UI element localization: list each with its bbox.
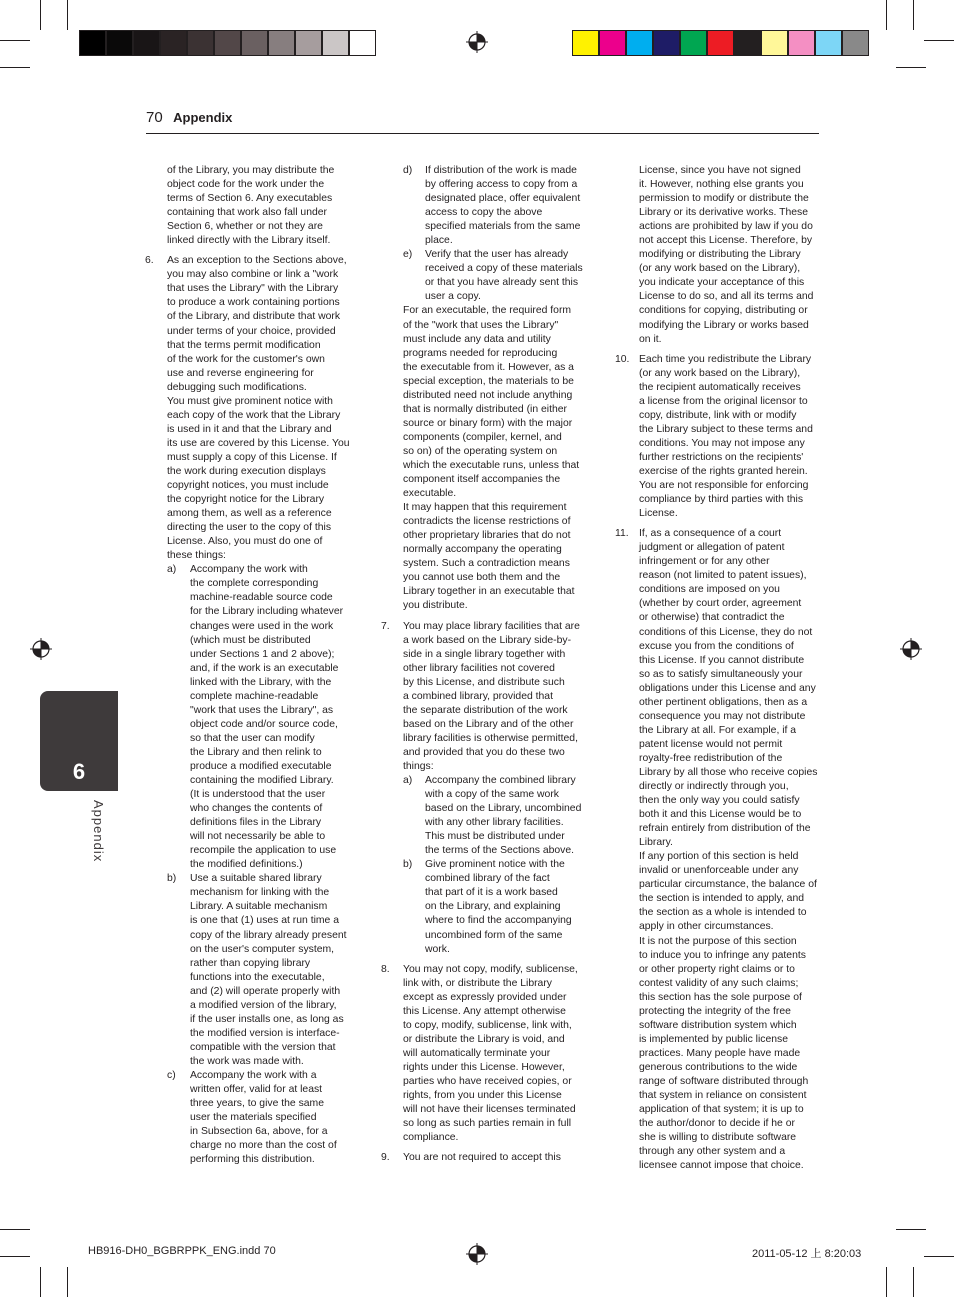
crop-mark: [896, 67, 926, 68]
item-text: Each time you redistribute the Library (or any work based on the Library), the recipient automatically receives a license from the original licensor to copy, distribute, link with or modify the Library subject to these terms and conditions. You may not impose any further restrictions on the recipients' exercise of the rights granted herein. You are not responsible for enforcing compliance by third parties with this License.: [639, 353, 813, 520]
crop-mark: [924, 40, 954, 41]
list-item: [615, 353, 825, 522]
crop-mark: [896, 1229, 926, 1230]
sub-item-label: b): [167, 873, 177, 885]
crop-mark: [913, 1267, 914, 1297]
paragraph: For an executable, the required form of the "work that uses the Library" must include any data and utility programs needed for reproducing the executable from it. However, as a special exception, the materials to be distributed need not include anything that is normally distributed (in either source or binary form) with the major components (compiler, kernel, and so on) of the operating system on which the executable runs, unless that component itself accompanies the executable. It may happen that this requirement contradicts the license restrictions of other proprietary libraries that do not normally accompany the operating system. Such a contradiction means you cannot use both them and the Library together in an executable that you distribute.: [403, 305, 580, 612]
sub-item-text: If distribution of the work is made by offering access to copy from a designated place, offer equivalent access to copy the above specified materials from the same place.: [425, 165, 581, 247]
header-rule: [146, 133, 819, 134]
sub-item: [403, 248, 591, 304]
item-text: If, as a consequence of a court judgment or allegation of patent infringement or for any other reason (not limited to patent issues), conditions are imposed on you (whether by court order, agreement or otherwise) that contradict the conditions of this License, they do not excuse you from the conditions of this License. If you cannot distribute so as to satisfy simultaneously your obligations under this License and any other pertinent obligations, then as a consequence you may not distribute the Library at all. For example, if a patent license would not permit royalty-free redistribution of the Library by all those who receive copies directly or indirectly through you, then the only way you could satisfy both it and this License would be to refrain entirely from distribution of the Library. If any portion of this section is held invalid or unenforceable under any particular circumstance, the balance of the section is intended to apply, and the section as a whole is intended to apply in other circumstances. It is not the purpose of this section to induce you to infringe any patents or other property right claims or to contest validity of any such claims; this section has the sole purpose of protecting the integrity of the free software distribution system which is implemented by public license practices. Many people have made generous contributions to the wide range of software distributed through that system in reliance on consistent application of that system; it is up to the author/donor to decide if he or she is willing to distribute software through any other system and a licensee cannot impose that choice.: [639, 528, 818, 1172]
column-2: [381, 164, 591, 1165]
chapter-label: Appendix: [91, 800, 106, 863]
column-3: [615, 164, 825, 1173]
page-number: 70: [146, 109, 163, 126]
crop-mark: [40, 0, 41, 30]
crop-mark: [886, 1267, 887, 1297]
list-item: [381, 963, 591, 1146]
section-title: Appendix: [173, 110, 233, 125]
color-swatch: [241, 30, 268, 56]
sub-item: [403, 164, 591, 248]
sub-item-label: e): [403, 249, 413, 261]
color-swatch: [626, 30, 653, 56]
color-swatch: [572, 30, 599, 56]
sub-item: [167, 563, 351, 872]
color-swatch: [268, 30, 295, 56]
color-swatch: [599, 30, 626, 56]
color-swatch: [133, 30, 160, 56]
item-number: 6.: [145, 255, 154, 267]
sub-item-text: Verify that the user has already received a copy of these materials or that you have already sent this user a copy.: [425, 249, 583, 303]
color-swatch: [842, 30, 869, 56]
color-swatch: [79, 30, 106, 56]
registration-mark-icon: [466, 31, 488, 53]
list-item: [381, 620, 591, 775]
color-swatch: [295, 30, 322, 56]
crop-mark: [67, 1267, 68, 1297]
color-swatch: [707, 30, 734, 56]
sub-item-text: Use a suitable shared library mechanism for linking with the Library. A suitable mechanism is one that (1) uses at run time a copy of the library already present on the user's computer system, rather than copying library functions into the executable, and (2) will operate properly with a modified version of the library, if the user installs one, as long as the modified version is interface- compatible with the version that the work was made with.: [190, 873, 347, 1067]
color-swatch: [160, 30, 187, 56]
color-swatch: [788, 30, 815, 56]
sub-item-label: b): [403, 859, 413, 871]
chapter-number: 6: [72, 759, 86, 784]
color-swatch: [680, 30, 707, 56]
paragraph: of the Library, you may distribute the object code for the work under the terms of Section 6. Any executables containing that work also fall under Section 6, whether or not they are linked directly with the Library itself.: [167, 165, 335, 247]
list-item: [381, 1151, 591, 1165]
item-number: 10.: [615, 353, 630, 365]
crop-mark: [40, 1267, 41, 1297]
sub-item: [403, 858, 591, 956]
list-item: [145, 254, 351, 563]
crop-mark: [924, 1256, 954, 1257]
item-text: You are not required to accept this: [403, 1152, 561, 1164]
sub-item-label: c): [167, 1070, 176, 1081]
footer-file-info: HB916-DH0_BGBRPPK_ENG.indd 70: [88, 1245, 276, 1257]
sub-item: [167, 1069, 351, 1167]
chapter-tab: [40, 691, 118, 791]
color-swatch: [653, 30, 680, 56]
crop-mark: [67, 0, 68, 30]
footer-timestamp: 2011-05-12 上 8:20:03: [752, 1248, 862, 1260]
item-number: 8.: [381, 963, 390, 975]
color-swatch: [349, 30, 376, 56]
item-text: You may not copy, modify, sublicense, link with, or distribute the Library except as expressly provided under this License. Any attempt otherwise to copy, modify, sublicense, link with, or distribute the Library is void, and will automatically terminate your rights under this License. However, parties who have received copies, or rights, from you under this License will not have their licenses terminated so long as such parties remain in full compliance.: [403, 963, 578, 1144]
crop-mark: [913, 0, 914, 30]
crop-mark: [886, 0, 887, 30]
crop-mark: [0, 40, 30, 41]
sub-item-text: Accompany the combined library with a copy of the same work based on the Library, uncombined with any other library facilities. This must be distributed under the terms of the Sections above.: [425, 775, 582, 857]
paragraph: License, since you have not signed it. However, nothing else grants you permission to modify or distribute the Library or its derivative works. These actions are prohibited by law if you do not accept this License. Therefore, by modifying or distributing the Library (or any work based on the Library), you indicate your acceptance of this License to do so, and all its terms and conditions for copying, distributing or modifying the Library or works based on it.: [639, 165, 814, 345]
color-swatch: [106, 30, 133, 56]
color-swatch: [322, 30, 349, 56]
item-number: 9.: [381, 1152, 390, 1164]
crop-mark: [0, 1256, 30, 1257]
sub-item-text: Give prominent notice with the combined library of the fact that part of it is a work based on the Library, and explaining where to find the accompanying uncombined form of the same work.: [425, 859, 572, 955]
sub-item-label: a): [167, 564, 177, 576]
sub-item-text: Accompany the work with the complete corresponding machine-readable source code for the Library including whatever changes were used in the work (which must be distributed under Sections 1 and 2 above); and, if the work is an executable linked with the Library, with the complete machine-readable "work that uses the Library", as object code and/or source code, so that the user can modify the Library and then relink to produce a modified executable containing the modified Library. (It is understood that the user who changes the contents of definitions files in the Library will not necessarily be able to recompile the application to use the modified definitions.): [190, 564, 344, 871]
sub-item-label: d): [403, 165, 413, 176]
item-number: 11.: [615, 528, 629, 540]
crop-mark: [0, 1229, 30, 1230]
registration-mark-icon: [30, 638, 52, 660]
color-swatch: [214, 30, 241, 56]
sub-item: [167, 872, 351, 1069]
color-swatch: [734, 30, 761, 56]
item-number: 7.: [381, 620, 390, 632]
sub-item-label: a): [403, 775, 413, 787]
sub-item-text: Accompany the work with a written offer, valid for at least three years, to give the same user the materials specified in Subsection 6a, above, for a charge no more than the cost of performing this distribution.: [190, 1070, 337, 1166]
color-swatch: [187, 30, 214, 56]
list-item: [615, 527, 825, 1173]
crop-mark: [0, 67, 30, 68]
item-text: You may place library facilities that are a work based on the Library side-by- side in a single library together with other library facilities not covered by this License, and distribute such a combined library, provided that the separate distribution of the work based on the Library and of the other library facilities is otherwise permitted, and provided that you do these two things:: [403, 620, 580, 772]
registration-mark-icon: [466, 1243, 488, 1265]
item-text: As an exception to the Sections above, you may also combine or link a "work that uses the Library" with the Library to produce a work containing portions of the Library, and distribute that work under terms of your choice, provided that the terms permit modification of the work for the customer's own use and reverse engineering for debugging such modifications. You must give prominent notice with each copy of the work that the Library is used in it and that the Library and its use are covered by this License. You must supply a copy of this License. If the work during execution displays copyright notices, you must include the copyright notice for the Library among them, as well as a reference directing the user to the copy of this License. Also, you must do one of these things:: [167, 255, 350, 562]
column-1: [145, 164, 351, 1167]
sub-item: [403, 774, 591, 858]
color-swatch: [815, 30, 842, 56]
registration-mark-icon: [900, 638, 922, 660]
page-header: [146, 109, 232, 127]
color-swatch: [761, 30, 788, 56]
